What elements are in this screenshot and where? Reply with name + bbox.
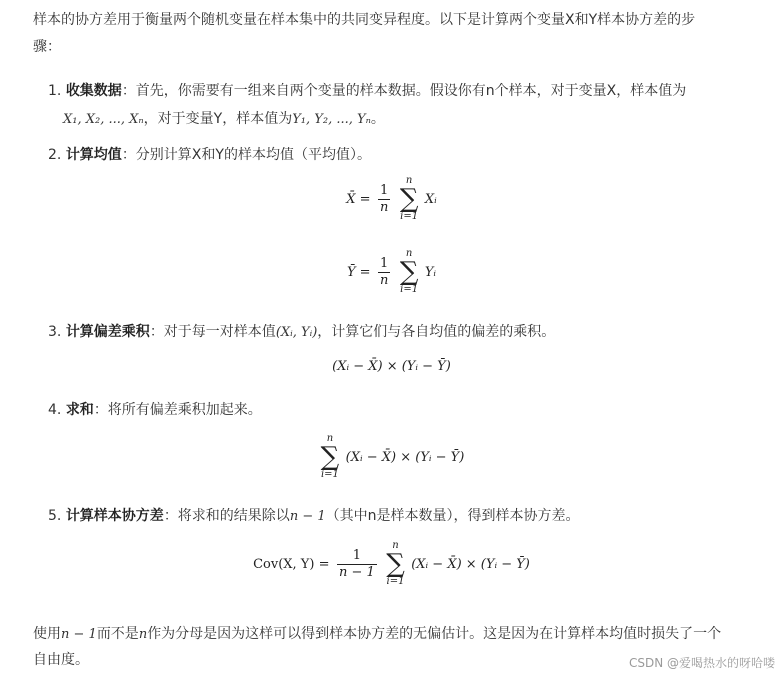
summation-symbol — [400, 249, 419, 295]
step-2 — [48, 143, 371, 167]
intro-line-2: 骤： — [33, 39, 61, 55]
step-4-text-a: ：将所有偏差乘积加起来。 — [93, 402, 262, 418]
outro-text-c: 作为分母是因为这样可以得到样本协方差的无偏估计。这是因为在计算样本均值时损失了一个 — [147, 626, 722, 642]
outro-text-b: 而不是 — [96, 626, 139, 642]
step-1-math-x: X₁, X₂, ..., Xₙ — [63, 112, 144, 127]
sigma-glyph: ∑ — [399, 184, 419, 214]
summation-symbol — [386, 541, 405, 587]
fraction-1-over-n — [378, 256, 390, 289]
step-3-text-b: ，计算它们与各自均值的偏差的乘积。 — [317, 324, 556, 340]
sum-upper-limit: n — [392, 540, 399, 551]
step-5-number: 5. — [48, 508, 62, 524]
step-5 — [48, 504, 580, 529]
formula-covariance-body: (Xᵢ − X̄) × (Yᵢ − Ȳ) — [411, 557, 530, 572]
sum-upper-limit: n — [405, 248, 413, 259]
step-1-text-a: ：首先，你需要有一组来自两个变量的样本数据。假设你有n个样本，对于变量X，样本值为 — [121, 83, 687, 99]
formula-deviation-product — [0, 358, 783, 374]
fraction-denominator: n — [380, 199, 389, 215]
outro-math-b: n — [138, 627, 148, 642]
step-2-number: 2. — [48, 147, 62, 163]
step-1 — [48, 79, 686, 103]
step-3-number: 3. — [48, 324, 62, 340]
step-1-continuation — [63, 107, 385, 132]
fraction-numerator: 1 — [337, 548, 377, 565]
formula-sum-of-products — [0, 434, 783, 480]
formula-covariance-lhs: Cov(X, Y) = — [253, 557, 330, 572]
formula-mean-y-lhs: Ȳ = — [346, 265, 371, 280]
sum-lower-limit: i=1 — [320, 469, 339, 480]
formula-mean-x — [0, 176, 783, 222]
step-1-number: 1. — [48, 83, 62, 99]
sigma-glyph: ∑ — [386, 549, 405, 579]
fraction-numerator: 1 — [378, 256, 390, 273]
step-5-text-b: （其中n是样本数量），得到样本协方差。 — [325, 508, 580, 524]
outro-math-a: n − 1 — [61, 627, 97, 642]
step-5-text-a: ：将求和的结果除以 — [163, 508, 290, 524]
fraction-1-over-n — [378, 183, 390, 216]
fraction-1-over-n-minus-1 — [337, 548, 377, 581]
summation-symbol — [321, 434, 340, 480]
step-5-title: 计算样本协方差 — [65, 508, 164, 524]
step-3-title: 计算偏差乘积 — [65, 324, 150, 340]
formula-mean-x-lhs: X̄ = — [346, 192, 371, 207]
sum-upper-limit: n — [405, 175, 413, 186]
summation-symbol — [400, 176, 419, 222]
step-4-title: 求和 — [65, 402, 94, 418]
outro-text-a: 使用 — [33, 626, 61, 642]
formula-deviation-product-body: (Xᵢ − X̄) × (Yᵢ − Ȳ) — [332, 359, 451, 374]
formula-sum-body: (Xᵢ − X̄) × (Yᵢ − Ȳ) — [345, 450, 465, 465]
outro-line-1 — [33, 622, 721, 647]
formula-mean-y — [0, 249, 783, 295]
formula-covariance — [0, 541, 783, 587]
formula-mean-x-var: Xᵢ — [424, 192, 437, 207]
step-4 — [48, 398, 262, 422]
step-2-title: 计算均值 — [65, 147, 122, 163]
sigma-glyph: ∑ — [320, 442, 340, 472]
step-5-math-div: n − 1 — [289, 509, 326, 524]
sum-lower-limit: i=1 — [386, 576, 405, 587]
sum-lower-limit: i=1 — [400, 211, 419, 222]
csdn-watermark: CSDN @爱喝热水的呀哈喽 — [628, 656, 775, 670]
sigma-glyph: ∑ — [399, 257, 419, 287]
sum-upper-limit: n — [326, 433, 334, 444]
step-1-text-b: ，对于变量Y，样本值为 — [143, 111, 293, 127]
formula-mean-y-var: Yᵢ — [424, 265, 437, 280]
step-1-math-y: Y₁, Y₂, ..., Yₙ — [292, 112, 371, 127]
step-4-number: 4. — [48, 402, 62, 418]
step-3-text-a: ：对于每一对样本值 — [149, 324, 276, 340]
fraction-numerator: 1 — [378, 183, 390, 200]
step-2-text-a: ：分别计算X和Y的样本均值（平均值）。 — [121, 147, 371, 163]
fraction-denominator: n − 1 — [338, 564, 375, 580]
intro-line-1: 样本的协方差用于衡量两个随机变量在样本集中的共同变异程度。以下是计算两个变量X和Y样本协方差的步 — [33, 12, 696, 28]
fraction-denominator: n — [380, 272, 389, 288]
step-1-title: 收集数据 — [65, 83, 122, 99]
step-1-text-c: 。 — [370, 111, 385, 127]
step-3 — [48, 320, 555, 345]
outro-line-2: 自由度。 — [33, 652, 89, 668]
step-3-math-pair: (Xᵢ, Yᵢ) — [275, 325, 318, 340]
sum-lower-limit: i=1 — [400, 284, 419, 295]
